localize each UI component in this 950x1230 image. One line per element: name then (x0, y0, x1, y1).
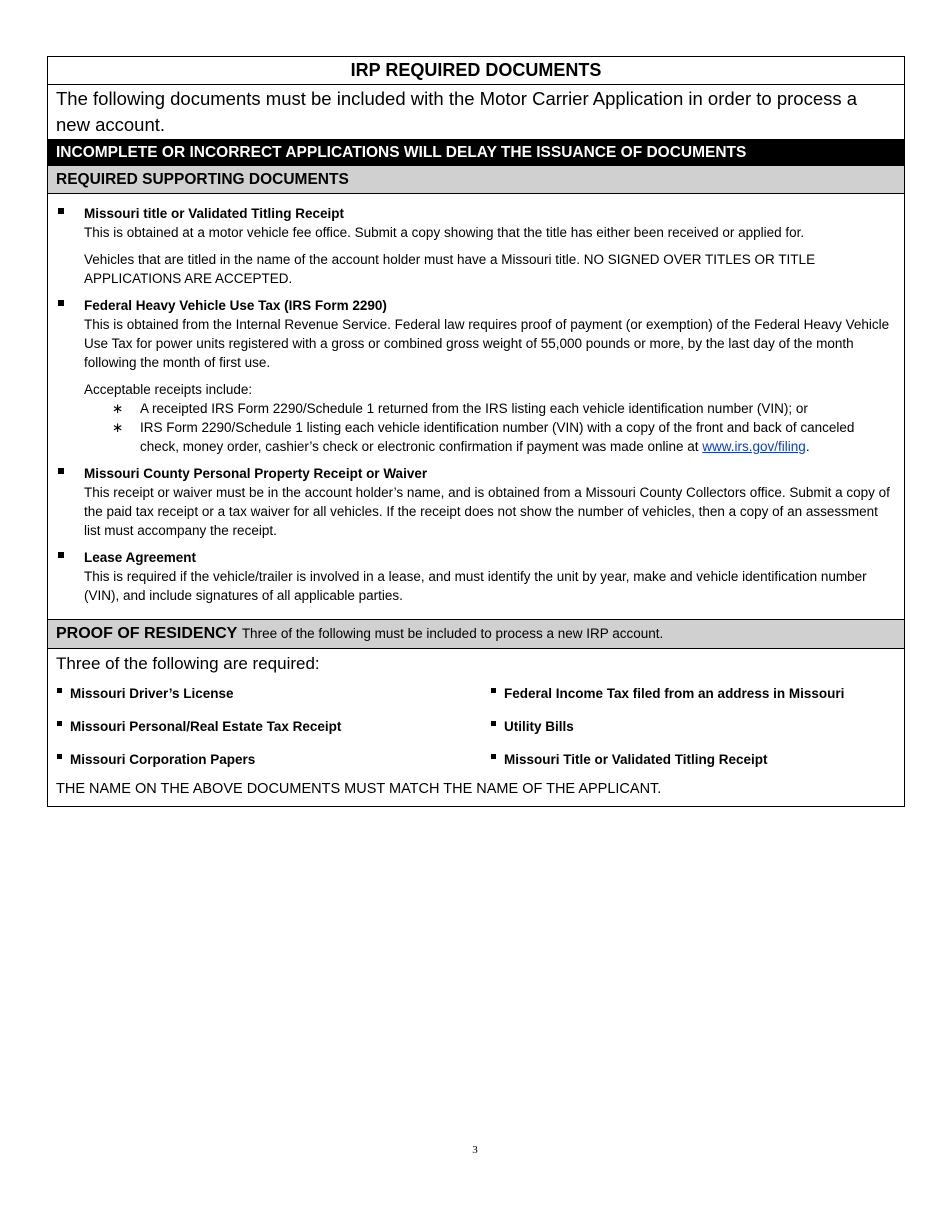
list-item (56, 684, 490, 703)
list-item (56, 750, 490, 769)
item-title: Missouri title or Validated Titling Receipt (84, 206, 345, 221)
supporting-documents-header: REQUIRED SUPPORTING DOCUMENTS (48, 166, 904, 194)
item-description: This receipt or waiver must be in the account holder’s name, and is obtained from a Missouri County Collectors office. Submit a copy of the paid tax receipt or a tax waiver for all vehicles. If the receipt does not show the number of vehicles, then a copy of an assessment list must accompany the receipt. (84, 485, 890, 538)
proof-title: PROOF OF RESIDENCY (56, 625, 238, 642)
list-item-missouri-title (56, 204, 894, 288)
list-item-personal-property-receipt (56, 464, 894, 540)
list-item-lease-agreement (56, 548, 894, 605)
item-title: Missouri County Personal Property Receipt or Waiver (84, 466, 428, 481)
supporting-documents-list (48, 194, 904, 619)
square-bullet-icon (58, 300, 64, 306)
item-title: Federal Heavy Vehicle Use Tax (IRS Form 2290) (84, 298, 387, 313)
irs-filing-link[interactable]: www.irs.gov/filing (702, 439, 806, 454)
square-bullet-icon (57, 754, 62, 759)
list-item (490, 684, 900, 703)
square-bullet-icon (58, 468, 64, 474)
list-item (56, 717, 490, 736)
square-bullet-icon (57, 721, 62, 726)
irp-required-documents-table (47, 56, 905, 807)
receipt-text: IRS Form 2290/Schedule 1 listing each vehicle identification number (VIN) with a copy of the front and back of canceled check, money order, cashier’s check or electronic confirmation if payment was made online at (140, 420, 855, 454)
acceptable-receipts-label: Acceptable receipts include: (84, 382, 253, 397)
page-title: IRP REQUIRED DOCUMENTS (48, 57, 904, 85)
residency-doc-label: Utility Bills (504, 719, 574, 734)
square-bullet-icon (491, 721, 496, 726)
list-item-heavy-vehicle-use-tax (56, 296, 894, 456)
square-bullet-icon (491, 688, 496, 693)
list-item (490, 750, 900, 769)
list-item (84, 418, 894, 456)
page-number: 3 (472, 1144, 478, 1156)
acceptable-receipts-list (84, 399, 894, 456)
list-item (490, 717, 900, 736)
asterisk-bullet-icon: ∗ (112, 420, 124, 435)
intro-text: The following documents must be included with the Motor Carrier Application in order to process a new account. (56, 88, 858, 135)
proof-of-residency-header (48, 619, 904, 649)
residency-doc-label: Federal Income Tax filed from an address in Missouri (504, 686, 845, 701)
square-bullet-icon (58, 208, 64, 214)
list-item (84, 399, 894, 418)
three-required-label: Three of the following are required: (56, 654, 320, 673)
residency-documents-list (48, 678, 904, 769)
name-match-note: THE NAME ON THE ABOVE DOCUMENTS MUST MATCH THE NAME OF THE APPLICANT. (56, 781, 662, 797)
receipt-text-suffix: . (805, 439, 810, 454)
item-description: This is required if the vehicle/trailer is involved in a lease, and must identify the unit by year, make and vehicle identification number (VIN), and include signatures of all applicable parties. (84, 569, 867, 603)
residency-doc-label: Missouri Title or Validated Titling Receipt (504, 752, 768, 767)
proof-description: Three of the following must be included to process a new IRP account. (241, 626, 664, 641)
square-bullet-icon (57, 688, 62, 693)
item-title: Lease Agreement (84, 550, 197, 565)
square-bullet-icon (491, 754, 496, 759)
residency-doc-label: Missouri Driver’s License (70, 686, 234, 701)
square-bullet-icon (58, 552, 64, 558)
residency-doc-label: Missouri Corporation Papers (70, 752, 256, 767)
asterisk-bullet-icon: ∗ (112, 401, 124, 416)
item-note: Vehicles that are titled in the name of the account holder must have a Missouri title. NO SIGNED OVER TITLES OR TITLE APPLICATIONS ARE ACCEPTED. (84, 252, 816, 286)
receipt-text: A receipted IRS Form 2290/Schedule 1 returned from the IRS listing each vehicle identification number (VIN); or (140, 401, 808, 416)
item-description: This is obtained from the Internal Revenue Service. Federal law requires proof of payment (or exemption) of the Federal Heavy Vehicle Use Tax for power units registered with a gross or combined gross weight of 55,000 pounds or more, by the last day of the month following the month of first use. (84, 317, 890, 370)
item-description: This is obtained at a motor vehicle fee office. Submit a copy showing that the title has either been received or applied for. (84, 225, 805, 240)
residency-doc-label: Missouri Personal/Real Estate Tax Receipt (70, 719, 342, 734)
warning-banner: INCOMPLETE OR INCORRECT APPLICATIONS WILL DELAY THE ISSUANCE OF DOCUMENTS (48, 139, 904, 166)
